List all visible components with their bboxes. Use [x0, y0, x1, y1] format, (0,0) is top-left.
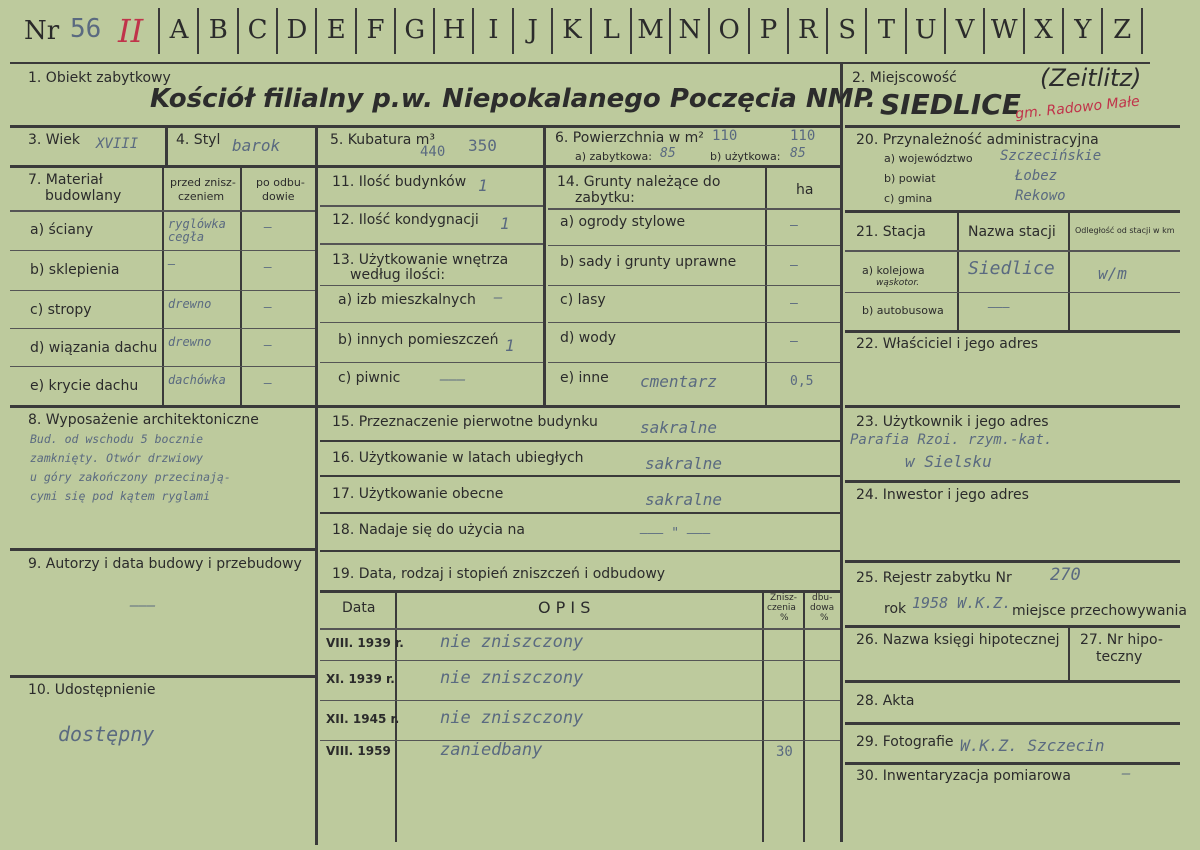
- f19-label: 19. Data, rodzaj i stopień zniszczeń i odbudowy: [332, 566, 666, 582]
- f20-a-label: a) województwo: [884, 152, 973, 165]
- letter-divider: [708, 8, 710, 54]
- letter-divider: [865, 8, 867, 54]
- equipment-line: u góry zakończony przecinają-: [30, 470, 231, 484]
- volume-value-2: 350: [468, 136, 497, 155]
- material-row-label: c) stropy: [30, 302, 92, 318]
- locality-note: (Zeitlitz): [1040, 64, 1142, 92]
- f13-c-label: c) piwnic: [338, 370, 401, 386]
- damage-description: zaniedbany: [440, 740, 543, 760]
- storeys-count: 1: [500, 214, 510, 233]
- material-row-label: b) sklepienia: [30, 262, 120, 278]
- f21-col-distance: Odległość od stacji w km: [1075, 226, 1175, 235]
- land-row-value: 0,5: [790, 374, 814, 389]
- f13-c-value: ———: [440, 372, 466, 388]
- locality-value: SIEDLICE: [880, 88, 1021, 121]
- index-letter-n: N: [678, 15, 702, 45]
- letter-divider: [433, 8, 435, 54]
- land-row-value: —: [790, 334, 798, 349]
- area-usable: 85: [790, 146, 806, 161]
- equipment-line: zamknięty. Otwór drzwiowy: [30, 451, 204, 465]
- index-letter-z: Z: [1113, 15, 1132, 45]
- station-distance: w/m: [1098, 264, 1127, 283]
- material-after: —: [264, 338, 272, 353]
- material-after: —: [264, 376, 272, 391]
- index-letter-s: S: [838, 15, 856, 45]
- index-letter-f: F: [366, 15, 385, 45]
- buildings-count: 1: [478, 176, 488, 195]
- material-row-label: e) krycie dachu: [30, 378, 139, 394]
- damage-date: XII. 1945 r.: [326, 712, 400, 726]
- bus-station-name: ———: [988, 300, 1010, 314]
- index-letter-o: O: [718, 15, 740, 45]
- roman-numeral: II: [118, 12, 144, 50]
- index-letter-k: K: [562, 15, 582, 45]
- f3-label: 3. Wiek: [28, 132, 80, 148]
- material-after: —: [264, 300, 272, 315]
- f8-label: 8. Wyposażenie architektoniczne: [28, 412, 259, 428]
- material-before: ryglówka cegła: [168, 217, 226, 244]
- damage-date: VIII. 1959: [326, 744, 391, 758]
- f19-col-od-2: dowa: [810, 603, 835, 613]
- f7-label-1: 7. Materiał: [28, 172, 103, 188]
- f7-col-after-1: po odbu-: [256, 176, 305, 189]
- damage-description: nie zniszczony: [440, 668, 584, 688]
- f13-a-value: —: [494, 290, 503, 306]
- land-row-label: b) sady i grunty uprawne: [560, 254, 737, 270]
- f29-label: 29. Fotografie: [856, 734, 954, 750]
- f19-col-date: Data: [342, 600, 376, 616]
- f18-label: 18. Nadaje się do użycia na: [332, 522, 525, 538]
- f11-label: 11. Ilość budynków: [332, 174, 467, 190]
- f25-label: 25. Rejestr zabytku Nr: [856, 570, 1012, 586]
- material-before: —: [168, 257, 176, 271]
- f14-other-extra: cmentarz: [640, 372, 718, 391]
- f1-label: 1. Obiekt zabytkowy: [28, 70, 171, 86]
- land-row-value: —: [790, 218, 798, 233]
- commune-value: Rekowo: [1015, 188, 1066, 204]
- index-letter-t: T: [877, 15, 896, 45]
- past-use: sakralne: [645, 454, 723, 473]
- f19-col-zn-1: Znisz-: [770, 593, 798, 603]
- index-letter-w: W: [990, 15, 1018, 45]
- material-row-label: d) wiązania dachu: [30, 340, 158, 356]
- f7-col-before-1: przed znisz-: [170, 176, 236, 189]
- user-line-1: Parafia Rzoi. rzym.-kat.: [850, 432, 1053, 448]
- damage-percent: 30: [776, 744, 793, 760]
- f16-label: 16. Użytkowanie w latach ubiegłych: [332, 450, 584, 466]
- f17-label: 17. Użytkowanie obecne: [332, 486, 504, 502]
- f9-label: 9. Autorzy i data budowy i przebudowy: [28, 556, 302, 572]
- user-line-2: w Sielsku: [905, 452, 992, 471]
- f25-place-label: miejsce przechowywania: [1012, 603, 1187, 619]
- letter-divider: [394, 8, 396, 54]
- f19-col-zn-3: %: [780, 613, 789, 623]
- letter-divider: [1101, 8, 1103, 54]
- letter-divider: [787, 8, 789, 54]
- f19-col-desc: O P I S: [538, 598, 591, 617]
- f21-col-name: Nazwa stacji: [968, 224, 1056, 240]
- accessibility-value: dostępny: [58, 722, 155, 746]
- index-letter-h: H: [442, 15, 466, 45]
- f14-label-2: zabytku:: [575, 190, 635, 206]
- index-letter-u: U: [914, 15, 937, 45]
- letter-divider: [630, 8, 632, 54]
- f5-label: 5. Kubatura m³: [330, 132, 436, 148]
- f14-label-1: 14. Grunty należące do: [557, 174, 721, 190]
- f27-label-2: teczny: [1096, 649, 1143, 665]
- equipment-line: Bud. od wschodu 5 bocznie: [30, 432, 204, 446]
- volume-value-1: 440: [420, 144, 446, 160]
- f7-col-after-2: dowie: [262, 190, 295, 203]
- damage-description: nie zniszczony: [440, 632, 584, 652]
- material-before: dachówka: [168, 373, 226, 387]
- letter-divider: [826, 8, 828, 54]
- f28-label: 28. Akta: [856, 693, 915, 709]
- damage-date: VIII. 1939 r.: [326, 636, 404, 650]
- f13-label-1: 13. Użytkowanie wnętrza: [332, 252, 509, 268]
- letter-divider: [944, 8, 946, 54]
- letter-divider: [983, 8, 985, 54]
- material-after: —: [264, 220, 272, 235]
- register-number: 270: [1050, 565, 1081, 585]
- letter-divider: [197, 8, 199, 54]
- nr-value: 56: [70, 14, 102, 44]
- f21-b-label: b) autobusowa: [862, 304, 944, 317]
- letter-divider: [158, 8, 160, 54]
- f21-a-sub: wąskotor.: [876, 278, 920, 288]
- land-row-label: e) inne: [560, 370, 609, 386]
- measurement-value: —: [1122, 766, 1131, 782]
- letter-divider: [237, 8, 239, 54]
- f2-label: 2. Miejscowość: [852, 70, 957, 86]
- station-name: Siedlice: [968, 258, 1055, 279]
- index-letter-l: L: [602, 15, 620, 45]
- area-top-1: 110: [712, 128, 738, 144]
- f19-col-od-1: dbu-: [812, 593, 833, 603]
- material-before: drewno: [168, 297, 212, 311]
- letter-divider: [1141, 8, 1143, 54]
- object-name: Kościół filialny p.w. Niepokalanego Poczęcia NMP.: [150, 84, 876, 114]
- f24-label: 24. Inwestor i jego adres: [856, 487, 1029, 503]
- county-value: Łobez: [1015, 168, 1058, 184]
- f7-label-2: budowlany: [45, 188, 122, 204]
- damage-date: XI. 1939 r.: [326, 672, 395, 686]
- suitable-use: ——— " ———: [640, 526, 711, 541]
- authors-value: ———: [130, 598, 156, 614]
- material-row-label: a) ściany: [30, 222, 94, 238]
- index-letter-b: B: [208, 15, 228, 45]
- letter-divider: [315, 8, 317, 54]
- index-letter-x: X: [1034, 15, 1053, 45]
- commune-red-note: gm. Radowo Małe: [1014, 93, 1141, 123]
- f6-a-label: a) zabytkowa:: [575, 150, 652, 163]
- index-letter-g: G: [404, 15, 426, 45]
- index-letter-j: J: [527, 15, 538, 45]
- index-letter-c: C: [247, 15, 268, 45]
- equipment-line: cymi się pod kątem ryglami: [30, 489, 211, 503]
- letter-divider: [1023, 8, 1025, 54]
- letter-divider: [590, 8, 592, 54]
- index-letter-m: M: [637, 15, 664, 45]
- material-before: drewno: [168, 335, 212, 349]
- f6-label: 6. Powierzchnia w m²: [555, 130, 704, 146]
- current-use: sakralne: [645, 490, 723, 509]
- letter-divider: [905, 8, 907, 54]
- f13-b-label: b) innych pomieszczeń: [338, 332, 499, 348]
- index-letter-i: I: [488, 15, 499, 45]
- f22-label: 22. Właściciel i jego adres: [856, 336, 1039, 352]
- voivodeship-value: Szczecińskie: [1000, 148, 1102, 164]
- f19-col-zn-2: czenia: [767, 603, 796, 613]
- f27-label-1: 27. Nr hipo-: [1080, 632, 1163, 648]
- style-value: barok: [232, 136, 281, 155]
- f12-label: 12. Ilość kondygnacji: [332, 212, 479, 228]
- land-row-value: —: [790, 258, 798, 273]
- area-top-2: 110: [790, 128, 816, 144]
- f20-c-label: c) gmina: [884, 192, 933, 205]
- f20-label: 20. Przynależność administracyjna: [856, 132, 1099, 148]
- f10-label: 10. Udostępnienie: [28, 682, 156, 698]
- index-letter-e: E: [326, 15, 346, 45]
- land-row-value: —: [790, 296, 798, 311]
- index-letter-v: V: [955, 15, 975, 45]
- index-letter-p: P: [759, 15, 778, 45]
- letter-divider: [669, 8, 671, 54]
- nr-label: Nr: [24, 16, 60, 46]
- f21-a-label: a) kolejowa: [862, 264, 925, 277]
- letter-divider: [1062, 8, 1064, 54]
- material-after: —: [264, 260, 272, 275]
- letter-divider: [472, 8, 474, 54]
- f21-label: 21. Stacja: [856, 224, 926, 240]
- f23-label: 23. Użytkownik i jego adres: [856, 414, 1049, 430]
- f26-label: 26. Nazwa księgi hipotecznej: [856, 632, 1060, 648]
- index-letter-a: A: [169, 15, 189, 45]
- land-row-label: c) lasy: [560, 292, 606, 308]
- damage-description: nie zniszczony: [440, 708, 584, 728]
- photos-value: W.K.Z. Szczecin: [960, 736, 1105, 755]
- land-row-label: d) wody: [560, 330, 616, 346]
- f20-b-label: b) powiat: [884, 172, 936, 185]
- f19-col-od-3: %: [820, 613, 829, 623]
- letter-divider: [551, 8, 553, 54]
- f13-label-2: według ilości:: [350, 267, 446, 283]
- letter-divider: [276, 8, 278, 54]
- f14-unit: ha: [796, 182, 814, 198]
- century-value: XVIII: [96, 136, 139, 152]
- index-letter-r: R: [798, 15, 818, 45]
- letter-divider: [355, 8, 357, 54]
- f6-b-label: b) użytkowa:: [710, 150, 781, 163]
- f7-col-before-2: czeniem: [178, 190, 225, 203]
- f30-label: 30. Inwentaryzacja pomiarowa: [856, 768, 1071, 784]
- land-row-label: a) ogrody stylowe: [560, 214, 686, 230]
- f15-label: 15. Przeznaczenie pierwotne budynku: [332, 414, 598, 430]
- letter-divider: [512, 8, 514, 54]
- f13-b-value: 1: [505, 336, 515, 355]
- f4-label: 4. Styl: [176, 132, 221, 148]
- letter-divider: [748, 8, 750, 54]
- index-letter-y: Y: [1074, 15, 1092, 45]
- register-year: 1958 W.K.Z.: [912, 594, 1012, 612]
- original-purpose: sakralne: [640, 418, 718, 437]
- f25-rok-label: rok: [884, 601, 907, 617]
- index-letter-d: D: [286, 15, 308, 45]
- f13-a-label: a) izb mieszkalnych: [338, 292, 476, 308]
- area-historic: 85: [660, 146, 676, 161]
